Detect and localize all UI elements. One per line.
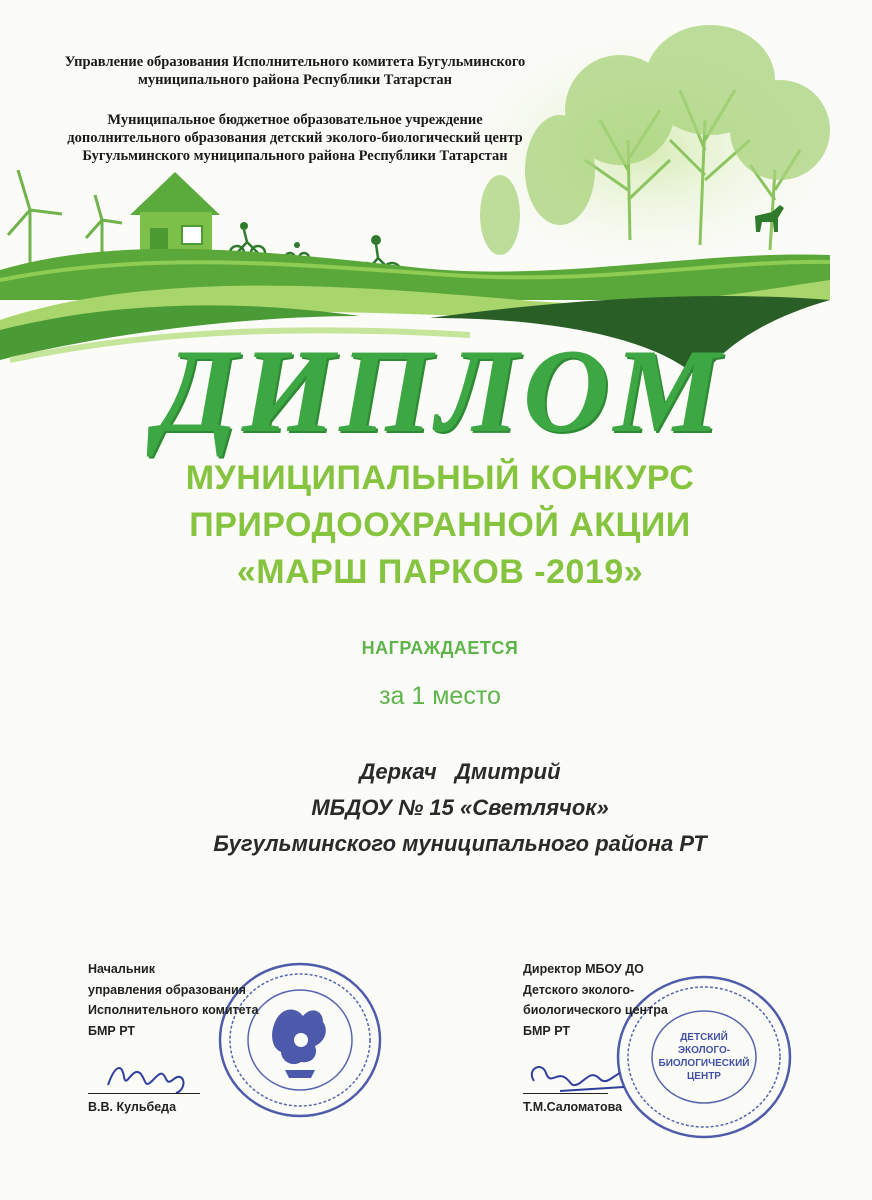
contest-name <box>60 455 820 596</box>
signature-left-title <box>88 959 328 1041</box>
diploma-title: ДИПЛОМ <box>155 324 725 457</box>
signatory-right-name: Т.М.Саломатова <box>523 1100 623 1114</box>
signatory-left-name: В.В. Кульбеда <box>88 1100 177 1114</box>
sig-right-line-1: Директор МБОУ ДО <box>523 962 644 976</box>
signature-line-right <box>523 1093 608 1094</box>
org-line-1: Управление образования Исполнительного комитета Бугульминского <box>64 54 526 70</box>
stamp-text-4: ЦЕНТР <box>687 1071 721 1082</box>
org-line-2: муниципального района Республики Татарстан <box>138 72 452 88</box>
school-header <box>0 111 590 165</box>
sig-left-line-2: управления образования <box>88 982 246 997</box>
contest-line-1: МУНИЦИПАЛЬНЫЙ КОНКУРС <box>185 459 695 497</box>
signature-right-title <box>523 959 763 1041</box>
sig-right-line-4: БМР РТ <box>523 1023 571 1038</box>
stamp-text-3: БИОЛОГИЧЕСКИЙ <box>658 1058 750 1069</box>
place-label: за 1 место <box>379 682 501 710</box>
sig-left-line-1: Начальник <box>88 962 155 976</box>
sig-right-line-3: биологического центра <box>523 1003 668 1017</box>
recipient-name: Деркач Дмитрий <box>359 759 561 784</box>
wind-turbine-icon <box>8 170 122 265</box>
recipient-institution: МБДОУ № 15 «Светлячок» <box>311 795 609 820</box>
sig-right-line-2: Детского эколого- <box>523 982 635 997</box>
house-icon <box>130 172 220 262</box>
stamp-text-1: ДЕТСКИЙ <box>680 1032 728 1043</box>
recipient-district: Бугульминского муниципального района РТ <box>213 831 707 856</box>
contest-line-2: ПРИРОДООХРАННОЙ АКЦИИ <box>189 506 691 544</box>
stamp-text-2: ЭКОЛОГО- <box>677 1045 731 1056</box>
sig-left-line-3: Исполнительного комитета <box>88 1003 259 1017</box>
organization-header <box>0 53 590 89</box>
recipient-block <box>60 754 860 862</box>
school-line-3: Бугульминского муниципального района Республики Татарстан <box>82 148 508 164</box>
signature-line-left <box>88 1093 200 1094</box>
contest-line-3: «МАРШ ПАРКОВ -2019» <box>236 553 644 591</box>
awarded-label: НАГРАЖДАЕТСЯ <box>361 638 519 658</box>
school-line-2: дополнительного образования детский эколого-биологический центр <box>67 130 523 146</box>
sig-left-line-4: БМР РТ <box>88 1023 136 1038</box>
school-line-1: Муниципальное бюджетное образовательное учреждение <box>107 112 483 128</box>
